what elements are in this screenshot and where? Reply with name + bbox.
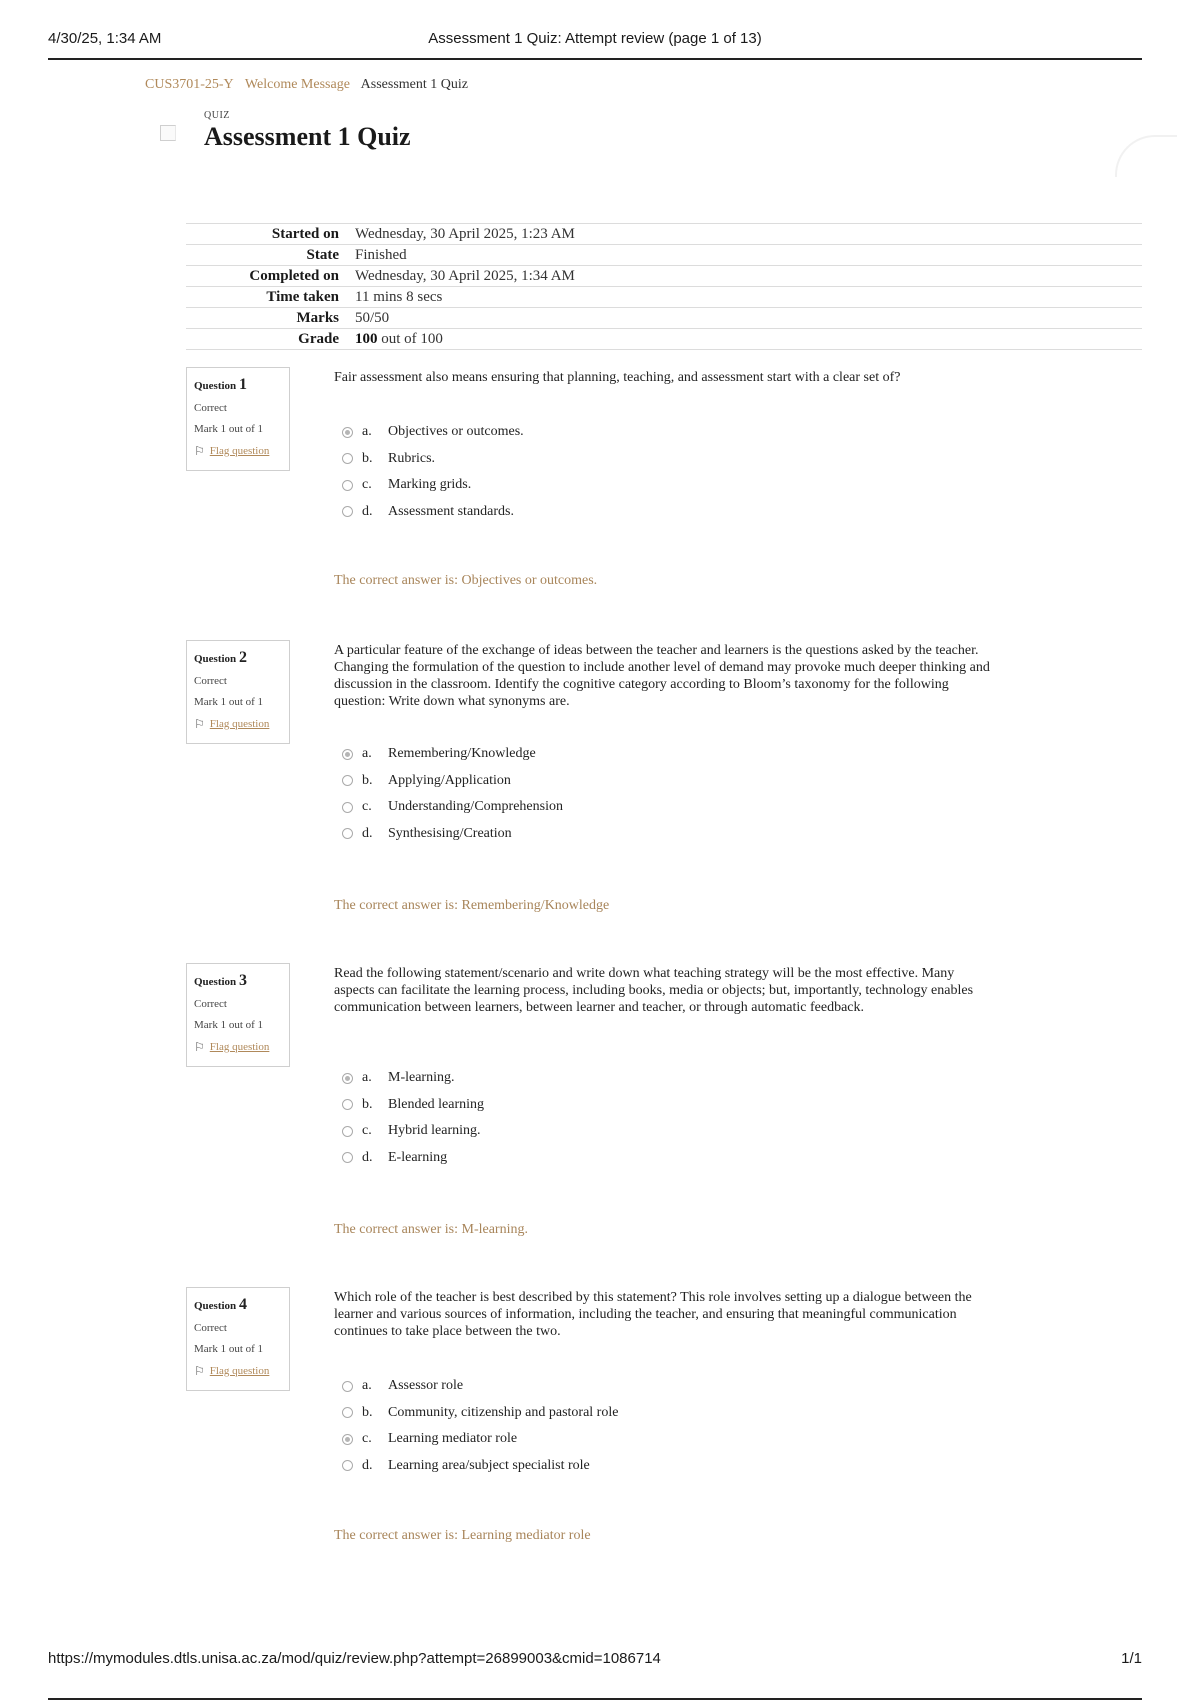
radio-button[interactable]: [342, 828, 353, 839]
radio-button[interactable]: [342, 427, 353, 438]
radio-button[interactable]: [342, 749, 353, 760]
flag-question-link[interactable]: [194, 717, 289, 731]
answer-letter: d.: [362, 1457, 373, 1473]
answer-letter: a.: [362, 746, 372, 762]
breadcrumb-course-link[interactable]: CUS3701-25-Y: [145, 77, 234, 92]
answer-list: [342, 741, 563, 847]
question-state: Correct: [194, 402, 227, 414]
answer-option[interactable]: [342, 741, 563, 768]
correct-answer-feedback: The correct answer is: Objectives or outcomes.: [334, 573, 598, 588]
answer-list: [342, 419, 524, 525]
summary-label: Grade: [186, 329, 355, 350]
flag-question-label: Flag question: [209, 1365, 270, 1377]
radio-button[interactable]: [342, 1434, 353, 1445]
question-text: A particular feature of the exchange of ideas between the teacher and learners is the questions asked by the teacher. Changing the formulation of the question to include another level of demand may provoke much deeper thinking and discussion in the classroom. Identify the cognitive category according to Bloom’s taxonomy for the following question: Write down what synonyms are.: [334, 643, 990, 709]
radio-button[interactable]: [342, 453, 353, 464]
summary-value: Wednesday, 30 April 2025, 1:23 AM: [355, 224, 1142, 245]
radio-button[interactable]: [342, 1381, 353, 1392]
question-state: Correct: [194, 675, 227, 687]
radio-button[interactable]: [342, 1073, 353, 1084]
radio-button[interactable]: [342, 1126, 353, 1137]
print-page-number: 1/1: [1121, 1650, 1142, 1667]
grade-suffix: out of 100: [377, 331, 443, 347]
answer-letter: c.: [362, 799, 372, 815]
answer-text: Applying/Application: [388, 772, 511, 788]
answer-option[interactable]: [342, 419, 524, 446]
question-info: [186, 367, 290, 471]
answer-letter: a.: [362, 1378, 372, 1394]
flag-question-link[interactable]: [194, 1364, 289, 1378]
answer-option[interactable]: [342, 446, 524, 473]
answer-text: Hybrid learning.: [388, 1123, 481, 1139]
answer-option[interactable]: [342, 1145, 484, 1172]
summary-label: Time taken: [186, 287, 355, 308]
flag-icon: ⚐: [194, 444, 205, 458]
answer-option[interactable]: [342, 472, 524, 499]
print-footer: [48, 1650, 1142, 1700]
answer-text: Understanding/Comprehension: [388, 799, 563, 815]
decorative-shape: [1115, 135, 1177, 177]
question-mark: Mark 1 out of 1: [194, 1019, 264, 1031]
answer-list: [342, 1373, 618, 1479]
radio-button[interactable]: [342, 1152, 353, 1163]
answer-letter: b.: [362, 772, 373, 788]
summary-label: Marks: [186, 308, 355, 329]
radio-button[interactable]: [342, 480, 353, 491]
flag-question-label: Flag question: [209, 718, 270, 730]
answer-option[interactable]: [342, 1373, 618, 1400]
quiz-icon: [160, 125, 176, 141]
question-mark: Mark 1 out of 1: [194, 1343, 264, 1355]
answer-text: Learning mediator role: [388, 1431, 518, 1447]
flag-question-link[interactable]: [194, 1040, 289, 1054]
question-mark: Mark 1 out of 1: [194, 423, 264, 435]
answer-letter: c.: [362, 477, 372, 493]
answer-option[interactable]: [342, 499, 524, 526]
summary-label: State: [186, 245, 355, 266]
summary-value: Wednesday, 30 April 2025, 1:34 AM: [355, 266, 1142, 287]
question-number: 3: [238, 972, 247, 989]
question-info: [186, 640, 290, 744]
radio-button[interactable]: [342, 1407, 353, 1418]
answer-text: Assessor role: [388, 1378, 464, 1394]
answer-text: Learning area/subject specialist role: [388, 1457, 590, 1473]
summary-row: [186, 245, 1142, 266]
answer-option[interactable]: [342, 1065, 484, 1092]
answer-option[interactable]: [342, 1092, 484, 1119]
page-title: Assessment 1 Quiz: [204, 122, 411, 151]
answer-text: Community, citizenship and pastoral role: [388, 1404, 619, 1420]
summary-label: Started on: [186, 224, 355, 245]
answer-letter: b.: [362, 1404, 373, 1420]
print-url: https://mymodules.dtls.unisa.ac.za/mod/quiz/review.php?attempt=26899003&cmid=1086714: [48, 1650, 661, 1667]
summary-row: [186, 329, 1142, 350]
radio-button[interactable]: [342, 802, 353, 813]
flag-icon: ⚐: [194, 717, 205, 731]
answer-option[interactable]: [342, 1453, 618, 1480]
correct-answer-feedback: The correct answer is: Learning mediator role: [334, 1528, 591, 1543]
flag-question-link[interactable]: [194, 444, 289, 458]
radio-button[interactable]: [342, 1099, 353, 1110]
question-info: [186, 963, 290, 1067]
correct-answer-feedback: The correct answer is: Remembering/Knowledge: [334, 898, 610, 913]
answer-text: Marking grids.: [388, 477, 472, 493]
print-title: Assessment 1 Quiz: Attempt review (page 1 of 13): [428, 30, 762, 47]
question-info: [186, 1287, 290, 1391]
breadcrumb: [145, 77, 468, 93]
question-number: 4: [238, 1296, 247, 1313]
answer-text: Rubrics.: [388, 450, 436, 466]
answer-letter: d.: [362, 1149, 373, 1165]
summary-row: [186, 266, 1142, 287]
answer-text: Assessment standards.: [388, 503, 514, 519]
question-text: Fair assessment also means ensuring that planning, teaching, and assessment start with a clear set of?: [334, 370, 901, 385]
question-number: 2: [238, 649, 247, 666]
print-date: 4/30/25, 1:34 AM: [48, 30, 162, 47]
print-header: [48, 30, 1142, 60]
radio-button[interactable]: [342, 775, 353, 786]
answer-text: E-learning: [388, 1149, 448, 1165]
summary-row: [186, 287, 1142, 308]
answer-option[interactable]: [342, 1426, 618, 1453]
answer-option[interactable]: [342, 794, 563, 821]
answer-list: [342, 1065, 484, 1171]
answer-option[interactable]: [342, 768, 563, 795]
answer-letter: a.: [362, 1070, 372, 1086]
question-text: Which role of the teacher is best described by this statement? This role involves setting up a dialogue between the learner and various sources of information, including the teacher, and ensuring that meaningful communication continues to take place between the two.: [334, 1290, 972, 1339]
answer-text: Objectives or outcomes.: [388, 424, 524, 440]
answer-letter: c.: [362, 1123, 372, 1139]
question-label: Question: [194, 1300, 237, 1312]
answer-letter: a.: [362, 424, 372, 440]
summary-row: [186, 308, 1142, 329]
summary-value: Finished: [355, 245, 1142, 266]
question-label: Question: [194, 653, 237, 665]
question-text: Read the following statement/scenario and write down what teaching strategy will be the most effective. Many aspects can facilitate the learning process, including books, media or objects; but, importantly, technology enables communication between learners, between learner and teacher, or through automatic feedback.: [334, 966, 974, 1015]
flag-question-label: Flag question: [209, 445, 270, 457]
answer-option[interactable]: [342, 1118, 484, 1145]
question-mark: Mark 1 out of 1: [194, 696, 264, 708]
question-label: Question: [194, 976, 237, 988]
answer-letter: d.: [362, 825, 373, 841]
flag-question-label: Flag question: [209, 1041, 270, 1053]
summary-label: Completed on: [186, 266, 355, 287]
answer-text: M-learning.: [388, 1070, 455, 1086]
flag-icon: ⚐: [194, 1040, 205, 1054]
question-number: 1: [238, 376, 247, 393]
answer-option[interactable]: [342, 821, 563, 848]
activity-type-label: QUIZ: [204, 110, 230, 121]
answer-option[interactable]: [342, 1400, 618, 1427]
correct-answer-feedback: The correct answer is: M-learning.: [334, 1222, 528, 1237]
attempt-summary-table: [186, 223, 1142, 350]
answer-letter: d.: [362, 503, 373, 519]
summary-value: 50/50: [355, 308, 1142, 329]
radio-button[interactable]: [342, 506, 353, 517]
breadcrumb-welcome-link[interactable]: Welcome Message: [244, 77, 350, 92]
answer-letter: b.: [362, 450, 373, 466]
question-state: Correct: [194, 998, 227, 1010]
summary-value: [355, 329, 1142, 350]
answer-text: Remembering/Knowledge: [388, 746, 536, 762]
question-label: Question: [194, 380, 237, 392]
answer-text: Blended learning: [388, 1096, 485, 1112]
flag-icon: ⚐: [194, 1364, 205, 1378]
breadcrumb-current[interactable]: Assessment 1 Quiz: [360, 77, 468, 92]
answer-letter: c.: [362, 1431, 372, 1447]
summary-row: [186, 224, 1142, 245]
answer-text: Synthesising/Creation: [388, 825, 512, 841]
grade-value: 100: [355, 331, 378, 347]
radio-button[interactable]: [342, 1460, 353, 1471]
answer-letter: b.: [362, 1096, 373, 1112]
question-state: Correct: [194, 1322, 227, 1334]
summary-value: 11 mins 8 secs: [355, 287, 1142, 308]
